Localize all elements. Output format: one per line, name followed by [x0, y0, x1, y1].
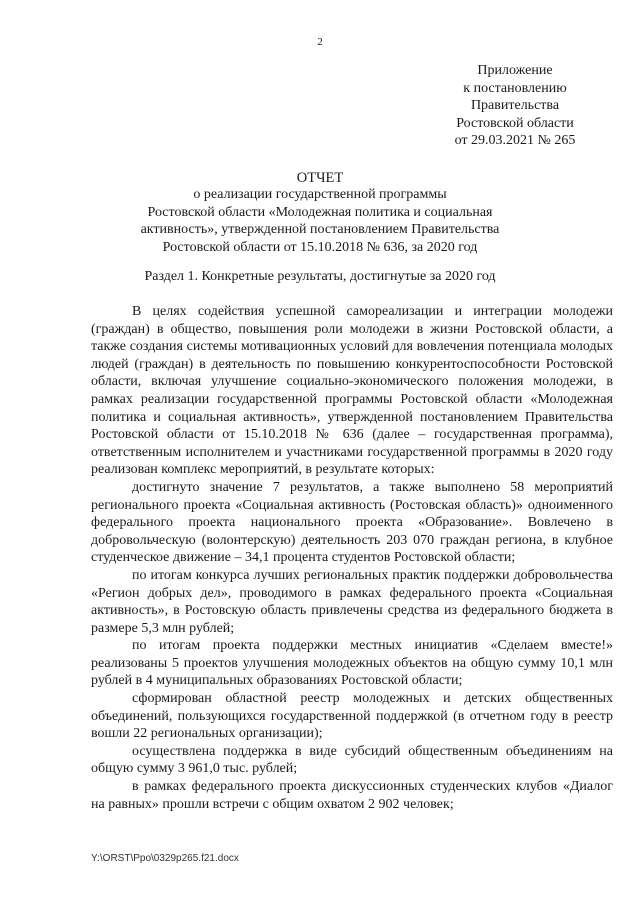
section-heading: Раздел 1. Конкретные результаты, достигнутые за 2020 год: [144, 269, 496, 284]
paragraph: в рамках федерального проекта дискуссионных студенческих клубов «Диалог на равных» прошли встречи с общим охватом 2 902 человек;: [91, 779, 613, 812]
paragraph: сформирован областной реестр молодежных и детских общественных объединений, пользующихся государственной поддержкой (в отчетном году в реестр вошли 22 региональных организации);: [91, 691, 613, 742]
paragraph: по итогам конкурса лучших региональных практик поддержки добровольчества «Регион добрых дел», проводимого в рамках федерального проекта «Социальная активность», в Ростовскую область привлечены средства из федерального бюджета в размере 5,3 млн рублей;: [91, 567, 613, 636]
paragraph: В целях содействия успешной самореализации и интеграции молодежи (граждан) в общество, повышения роли молодежи в жизни Ростовской области, а также создания системы мотивационных условий для вовлечения потенциала молодых людей (граждан) в деятельность по повышению конкурентоспособности Ростовской области, включая улучшение социально-экономического положения молодежи, в рамках реализации государственной программы Ростовской области «Молодежная политика и социальная активность», утвержденной постановлением Правительства Ростовской области от 15.10.2018 № 636 (далее – государственная программа), ответственным исполнителем и участниками государственной программы в 2020 году реализован комплекс мероприятий, в результате которых:: [91, 304, 613, 478]
paragraph: достигнуто значение 7 результатов, а также выполнено 58 мероприятий регионального проекта «Социальная активность (Ростовская область)» одноименного федерального проекта национального проекта «Образование». Вовлечено в добровольческую (волонтерскую) деятельность 203 070 граждан региона, в клубное студенческое движение – 34,1 процента студентов Ростовской области;: [91, 479, 613, 566]
paragraph: по итогам проекта поддержки местных инициатив «Сделаем вместе!» реализованы 5 проектов улучшения молодежных объектов на общую сумму 10,1 млн рублей в 4 муниципальных образованиях Ростовской области;: [91, 638, 613, 689]
appendix-line: Правительства: [470, 98, 560, 113]
appendix-line: к постановлению: [463, 80, 567, 96]
footer-file-path: Y:\ORST\Ppo\0329p265.f21.docx: [91, 853, 239, 864]
appendix-block: [430, 62, 600, 150]
page-number: 2: [317, 36, 323, 48]
appendix-line: Приложение: [477, 63, 553, 78]
report-title: ОТЧЕТ: [296, 170, 344, 186]
subtitle-line: активность», утвержденной постановлением Правительства: [140, 222, 500, 237]
appendix-line: Ростовской области: [456, 115, 574, 131]
subtitle-line: Ростовской области «Молодежная политика и социальная: [147, 204, 493, 220]
paragraph: осуществлена поддержка в виде субсидий общественным объединениям на общую сумму 3 961,0 тыс. рублей;: [91, 743, 613, 777]
body-text: [91, 303, 613, 813]
subtitle-line: Ростовской области от 15.10.2018 № 636, за 2020 год: [162, 239, 478, 255]
report-subtitle: [60, 186, 580, 256]
subtitle-line: о реализации государственной программы: [193, 187, 447, 202]
appendix-line: от 29.03.2021 № 265: [454, 133, 576, 148]
